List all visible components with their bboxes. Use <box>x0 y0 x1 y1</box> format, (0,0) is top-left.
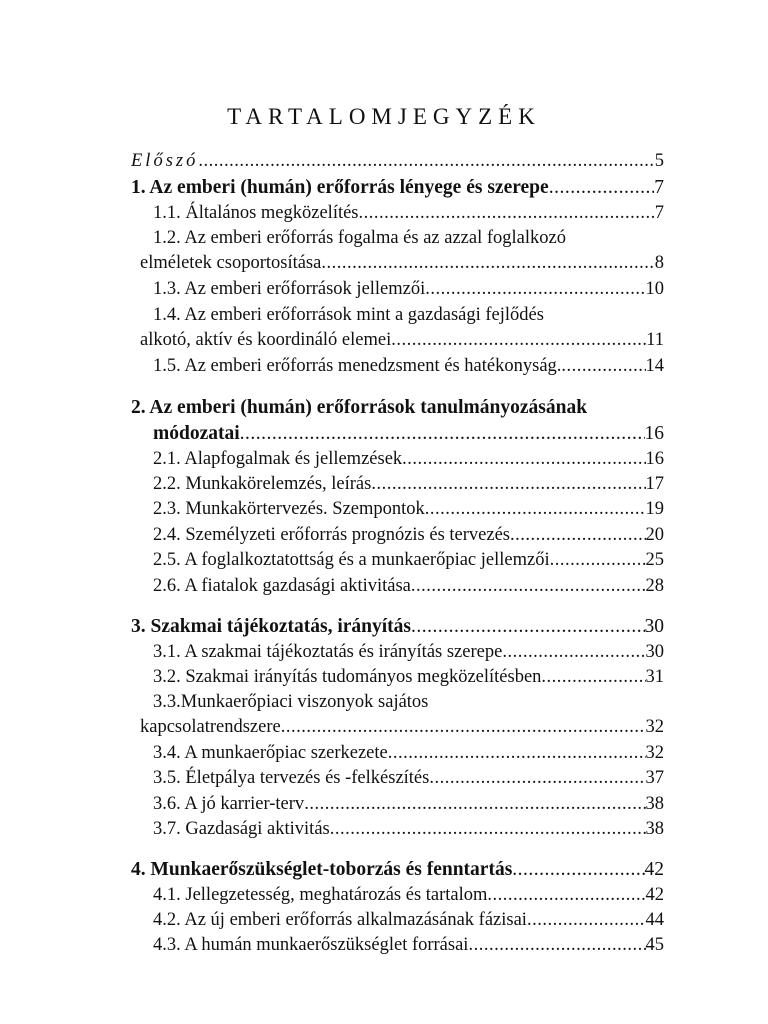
toc-section-3-4[interactable] <box>153 741 664 766</box>
toc-page-number: 38 <box>645 819 664 839</box>
leader-dots <box>549 175 655 200</box>
toc-section-3-3-line1[interactable]: 3.3.Munkaerőpiaci viszonyok sajátos <box>153 692 429 712</box>
toc-entry-label: 3.1. A szakmai tájékoztatás és irányítás szerepe <box>153 642 503 662</box>
toc-entry-label: elméletek csoportosítása <box>140 253 322 273</box>
toc-entry-label: 2.4. Személyzeti erőforrás prognózis és tervezés <box>153 525 511 545</box>
toc-entry-label: 2.6. A fiatalok gazdasági aktivitása <box>153 576 411 596</box>
toc-page-number: 20 <box>645 525 664 545</box>
toc-section-2-4[interactable] <box>153 523 664 548</box>
leader-dots <box>527 908 646 933</box>
toc-section-1-2[interactable] <box>140 251 664 276</box>
toc-page-number: 16 <box>645 449 664 469</box>
leader-dots <box>510 523 645 548</box>
leader-dots <box>411 614 644 639</box>
toc-section-1-5[interactable] <box>153 354 664 379</box>
toc-section-1-1[interactable] <box>153 201 664 226</box>
toc-entry-label: 2.2. Munkakörelemzés, leírás <box>153 474 372 494</box>
toc-page-number: 45 <box>645 935 664 955</box>
toc-page-number: 38 <box>645 794 664 814</box>
toc-section-2-6[interactable] <box>153 574 664 599</box>
toc-entry-label: Előszó <box>131 151 199 171</box>
leader-dots <box>425 497 646 522</box>
toc-page-number: 37 <box>645 768 664 788</box>
toc-page-number: 19 <box>645 499 664 519</box>
leader-dots <box>240 421 645 446</box>
leader-dots <box>321 251 654 276</box>
leader-dots <box>411 574 646 599</box>
toc-section-3-1[interactable] <box>153 640 664 665</box>
toc-section-3-5[interactable] <box>153 766 664 791</box>
toc-section-1-4[interactable] <box>140 328 664 353</box>
leader-dots <box>281 715 646 740</box>
toc-entry-label: 1.3. Az emberi erőforrások jellemzői <box>153 279 426 299</box>
page-title: TARTALOMJEGYZÉK <box>227 104 541 129</box>
leader-dots <box>468 933 645 958</box>
toc-entry-label: 3.7. Gazdasági aktivitás <box>153 819 330 839</box>
toc-page-number: 10 <box>645 279 664 299</box>
toc-page-number: 31 <box>645 667 664 687</box>
toc-section-1-2-line1[interactable]: 1.2. Az emberi erőforrás fogalma és az azzal foglalkozó <box>153 228 566 248</box>
toc-section-2-5[interactable] <box>153 548 664 573</box>
toc-page-number: 5 <box>654 151 664 171</box>
toc-page-number: 32 <box>645 717 664 737</box>
toc-page-number: 8 <box>654 253 664 273</box>
toc-chapter-1[interactable] <box>131 175 664 200</box>
leader-dots <box>371 472 645 497</box>
toc-page-number: 42 <box>645 885 664 905</box>
toc-page-number: 11 <box>646 330 664 350</box>
toc-page-number: 25 <box>645 550 664 570</box>
leader-dots <box>429 766 645 791</box>
toc-page-number: 17 <box>645 474 664 494</box>
toc-chapter-2[interactable] <box>153 421 664 446</box>
toc-section-2-2[interactable] <box>153 472 664 497</box>
leader-dots <box>359 201 655 226</box>
toc-section-1-4-line1[interactable]: 1.4. Az emberi erőforrások mint a gazdasági fejlődés <box>153 305 544 325</box>
toc-page-number: 28 <box>645 576 664 596</box>
toc-entry-label: 3. Szakmai tájékoztatás, irányítás <box>131 616 412 637</box>
toc-entry-label: 4.2. Az új emberi erőforrás alkalmazásának fázisai <box>153 910 527 930</box>
leader-dots <box>541 665 645 690</box>
toc-section-4-1[interactable] <box>153 883 664 908</box>
toc-entry-label: 3.4. A munkaerőpiac szerkezete <box>153 743 388 763</box>
toc-entry-label: 2.5. A foglalkoztatottság és a munkaerőpiac jellemzői <box>153 550 550 570</box>
leader-dots <box>402 447 645 472</box>
toc-entry-label: 4. Munkaerőszükséglet-toborzás és fenntartás <box>131 859 513 880</box>
toc-page-number: 30 <box>644 616 664 637</box>
toc-entry-label: 3.5. Életpálya tervezés és -felkészítés <box>153 768 430 788</box>
toc-entry-label: 1.5. Az emberi erőforrás menedzsment és hatékonyság. <box>153 356 562 376</box>
toc-entry-label: 4.1. Jellegzetesség, meghatározás és tartalom <box>153 885 488 905</box>
leader-dots <box>487 883 645 908</box>
leader-dots <box>198 149 654 174</box>
toc-page-number: 14 <box>645 356 664 376</box>
leader-dots <box>502 640 645 665</box>
toc-page-number: 16 <box>644 423 664 444</box>
toc-chapter-3[interactable] <box>131 614 664 639</box>
toc-page-number: 42 <box>644 859 664 880</box>
toc-page-number: 7 <box>654 203 664 223</box>
toc-section-4-2[interactable] <box>153 908 664 933</box>
toc-section-4-3[interactable] <box>153 933 664 958</box>
leader-dots <box>391 328 646 353</box>
toc-chapter-4[interactable] <box>131 857 664 882</box>
toc-entry-label: 2.1. Alapfogalmak és jellemzések <box>153 449 403 469</box>
toc-page-number: 44 <box>645 910 664 930</box>
leader-dots <box>388 741 646 766</box>
leader-dots <box>304 792 645 817</box>
toc-section-3-3[interactable] <box>140 715 664 740</box>
toc-section-3-6[interactable] <box>153 792 664 817</box>
toc-entry-label: kapcsolatrendszere <box>140 717 281 737</box>
leader-dots <box>330 817 646 842</box>
toc-section-2-3[interactable] <box>153 497 664 522</box>
toc-entry-label: 2.3. Munkakörtervezés. Szempontok <box>153 499 425 519</box>
toc-section-2-1[interactable] <box>153 447 664 472</box>
toc-entry-label: 1. Az emberi (humán) erőforrás lényege és szerepe <box>131 177 549 198</box>
toc-entry-label: alkotó, aktív és koordináló elemei <box>140 330 392 350</box>
leader-dots <box>561 354 645 379</box>
toc-page-number: 30 <box>645 642 664 662</box>
leader-dots <box>425 277 645 302</box>
toc-section-3-7[interactable] <box>153 817 664 842</box>
toc-page-number: 7 <box>654 177 664 198</box>
toc-section-3-2[interactable] <box>153 665 664 690</box>
leader-dots <box>512 857 644 882</box>
toc-entry-label: módozatai <box>153 423 240 444</box>
toc-chapter-2-line1[interactable]: 2. Az emberi (humán) erőforrások tanulmányozásának <box>131 397 588 418</box>
leader-dots <box>550 548 646 573</box>
toc-section-1-3[interactable] <box>153 277 664 302</box>
toc-entry-label: 4.3. A humán munkaerőszükséglet forrásai <box>153 935 469 955</box>
toc-entry-preface[interactable] <box>131 149 664 174</box>
toc-entry-label: 3.2. Szakmai irányítás tudományos megközelítésben <box>153 667 542 687</box>
toc-entry-label: 3.6. A jó karrier-terv <box>153 794 305 814</box>
toc-page-number: 32 <box>645 743 664 763</box>
toc-entry-label: 1.1. Általános megközelítés <box>153 203 359 223</box>
